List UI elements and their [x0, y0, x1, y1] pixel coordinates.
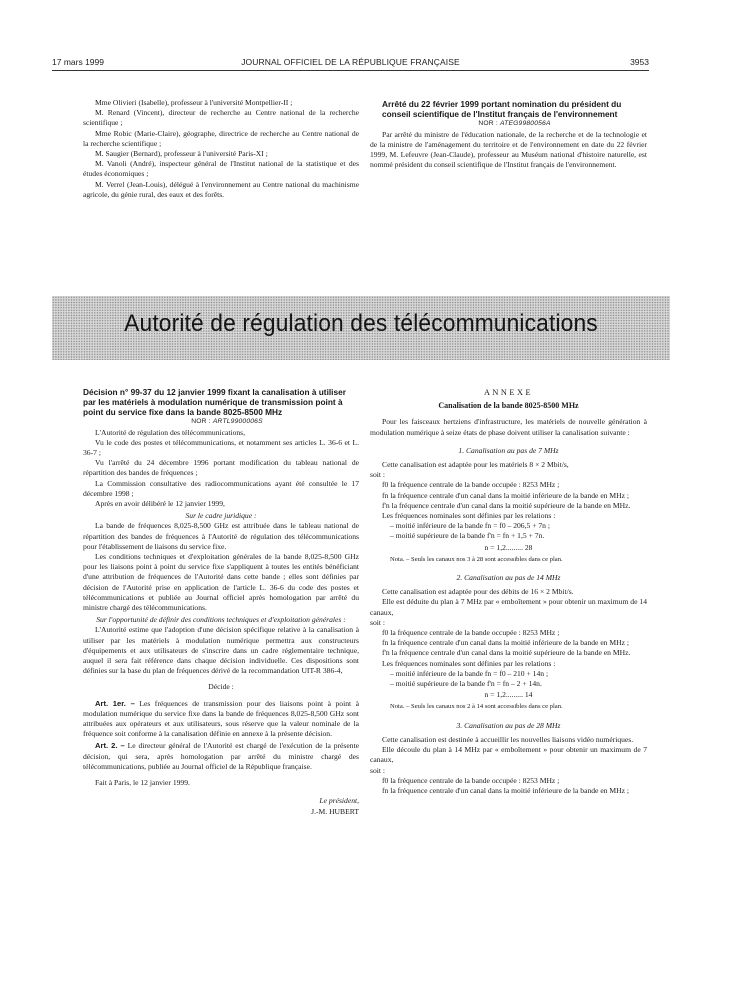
signature-title: Le président, — [319, 796, 359, 806]
page-header — [52, 57, 649, 71]
article-1-text: Les fréquences de transmission pour des liaisons point à point à modulation numérique du service fixe dans la bande de fréquences 8,025-8,500 GHz sont attribuées aux opérateurs et aux utilisateurs, sous réserve que la valeur nominale de la fréquence soit conforme à la canalisation définie en annexe à la présente décision. — [83, 698, 359, 739]
done-at: Fait à Paris, le 12 janvier 1999. — [95, 778, 190, 788]
formula-line: – moitié supérieure de la bande f'n = fn + 1,5 + 7n. — [390, 531, 545, 541]
annexe-line: Cette canalisation est destinée à accueillir les nouvelles liaisons vidéo numériques. — [382, 734, 634, 744]
banner-title: Autorité de régulation des télécommunications — [124, 310, 598, 337]
annexe-line: soit : — [370, 470, 385, 480]
annexe-line: Elle découle du plan à 14 MHz par « emboîtement » pour obtenir un maximum de 7 canaux, — [370, 745, 647, 765]
section-14mhz-title: 2. Canalisation au pas de 14 MHz — [456, 573, 561, 583]
member-item: M. Vanoli (André), inspecteur général de l'Institut national de la statistique et des études économiques ; — [83, 159, 359, 179]
members-list — [83, 98, 359, 200]
decision-intro-line: Après en avoir délibéré le 12 janvier 1999, — [95, 499, 225, 509]
decision-intro-line: Vu l'arrêté du 24 décembre 1996 portant modification du tableau national de répartition des bandes de fréquences ; — [83, 458, 359, 478]
header-page-number: 3953 — [630, 57, 649, 67]
nor-code: ATEG9980056A — [500, 120, 551, 128]
decide-heading: Décide : — [208, 682, 234, 692]
section-28mhz-title: 3. Canalisation au pas de 28 MHz — [456, 720, 561, 730]
decision-block — [83, 388, 359, 817]
member-item: Mme Olivieri (Isabelle), professeur à l'université Montpellier-II ; — [95, 98, 293, 107]
article-2 — [83, 741, 359, 772]
annexe-line: fn la fréquence centrale d'un canal dans la moitié inférieure de la bande en MHz ; — [382, 785, 629, 795]
arrete-body: Par arrêté du ministre de l'éducation nationale, de la recherche et de la technologie et de la ministre de l'aménagement du territoire et de l'environnement en date du 22 février 1999, M. Lefeuvre (Jean-Claude), professeur au Muséum national d'histoire naturelle, est nommé président du conseil scientifique de l'Institut français de l'environnement. — [370, 129, 647, 170]
annexe-line: f'n la fréquence centrale d'un canal dans la moitié supérieure de la bande en MHz. — [382, 500, 631, 510]
header-rule — [52, 70, 649, 71]
decision-intro-line: Vu le code des postes et télécommunications, et notamment ses articles L. 36-6 et L. 36-7 ; — [83, 437, 359, 457]
header-date: 17 mars 1999 — [52, 57, 104, 67]
decision-intro-line: La Commission consultative des radiocommunications ayant été consultée le 17 décembre 1998 ; — [83, 478, 359, 498]
annexe-line: Cette canalisation est adaptée pour les matériels 8 × 2 Mbit/s, — [382, 460, 569, 470]
decision-paragraph: Les conditions techniques et d'exploitation générales de la bande 8,025-8,500 GHz pour les liaisons point à point du service fixe s'appliquent à toutes les entités bénéficiant d'une attribution de fréquences de l'Autorité dans cette bande ; elles sont définies par décision de l'Autorité prise en application de l'article L. 36-6 du code des postes et télécommunications et publiée au Journal officiel après homologation par arrêté du ministre chargé des télécommunications. — [83, 552, 359, 613]
section-banner — [52, 296, 670, 360]
header-journal-title: JOURNAL OFFICIEL DE LA RÉPUBLIQUE FRANÇAISE — [241, 57, 460, 67]
article-1-label: Art. 1er. – — [95, 698, 135, 708]
annexe-line: f0 la fréquence centrale de la bande occupée : 8253 MHz ; — [382, 775, 560, 785]
nor-code: ARTL9900006S — [212, 418, 263, 426]
member-item: M. Saugier (Bernard), professeur à l'université Paris-XI ; — [95, 149, 268, 159]
nota-line: Nota. – Seuls les canaux nos 3 à 28 sont accessibles dans ce plan. — [390, 555, 563, 563]
decision-paragraph: La bande de fréquences 8,025-8,500 GHz est attribuée dans le tableau national de répartition des bandes de fréquences à l'Autorité de régulation des télécommunications pour l'établissement de liaisons du service fixe. — [83, 521, 359, 551]
formula-line: – moitié inférieure de la bande fn = f0 – 210 + 14n ; — [390, 668, 549, 678]
annexe-line: Cette canalisation est adaptée pour des débits de 16 × 2 Mbit/s. — [382, 587, 574, 597]
channel-range: n = 1,2......... 28 — [484, 542, 533, 552]
channel-range: n = 1,2......... 14 — [484, 690, 533, 700]
decision-nor — [83, 417, 359, 427]
annexe-subtitle: Canalisation de la bande 8025-8500 MHz — [438, 401, 579, 411]
decision-paragraph: L'Autorité estime que l'adoption d'une décision spécifique relative à la canalisation à utiliser par les matériels à modulation numérique permettra aux constructeurs d'équipements et aux utilisateurs de s'inscrire dans un cadre réglementaire technique, auquel il sera fait référence dans chaque décision individuelle. Ces dispositions sont définies sur la base du plan de fréquences dérivé de la recommandation UIT-R 386-4, — [83, 625, 359, 676]
arrete-nor — [370, 119, 647, 129]
signature-name: J.-M. HUBERT — [311, 806, 359, 816]
article-2-text: Le directeur général de l'Autorité est chargé de l'exécution de la présente décision, qui sera, après homologation par arrêté du ministre chargé des télécommunications, publiée au Journal officiel de la République française. — [83, 741, 359, 771]
nor-label: NOR : — [478, 120, 498, 128]
arrete-block — [370, 99, 647, 170]
annexe-line: fn la fréquence centrale d'un canal dans la moitié inférieure de la bande en MHz ; — [382, 490, 629, 500]
article-1 — [83, 699, 359, 740]
member-item: M. Verrel (Jean-Louis), délégué à l'environnement au Centre national du machinisme agricole, du génie rural, des eaux et des forêts. — [83, 179, 359, 199]
annexe-line: soit : — [370, 765, 385, 775]
annexe-line: Les fréquences nominales sont définies par les relations : — [382, 658, 556, 668]
annexe-label: ANNEXE — [483, 388, 534, 397]
annexe-line: f0 la fréquence centrale de la bande occupée : 8253 MHz ; — [382, 480, 560, 490]
decision-title: Décision n° 99-37 du 12 janvier 1999 fixant la canalisation à utiliser par les matériels à modulation numérique de transmission point à point du service fixe dans la bande 8025-8500 MHz — [83, 387, 346, 417]
annexe-line: f0 la fréquence centrale de la bande occupée : 8253 MHz ; — [382, 628, 560, 638]
article-2-label: Art. 2. – — [95, 741, 125, 751]
member-item: Mme Robic (Marie-Claire), géographe, directrice de recherche au Centre national de la recherche scientifique ; — [83, 128, 359, 148]
arrete-title: Arrêté du 22 février 1999 portant nomination du président du conseil scientifique de l'Institut français de l'environnement — [382, 99, 622, 120]
decision-intro-line: L'Autorité de régulation des télécommunications, — [95, 427, 246, 437]
nota-line: Nota. – Seuls les canaux nos 2 à 14 sont accessibles dans ce plan. — [390, 703, 563, 711]
annexe-line: Elle est déduite du plan à 7 MHz par « emboîtement » pour obtenir un maximum de 14 canaux, — [370, 597, 647, 617]
heading-cadre-juridique: Sur le cadre juridique : — [185, 511, 257, 521]
annexe-intro: Pour les faisceaux hertziens d'infrastructure, les matériels de nouvelle génération à modulation numérique à seize états de phase doivent utiliser la canalisation suivante : — [370, 417, 647, 437]
annexe-line: fn la fréquence centrale d'un canal dans la moitié inférieure de la bande en MHz ; — [382, 638, 629, 648]
heading-opportunite: Sur l'opportunité de définir des conditions techniques et d'exploitation générales : — [96, 615, 346, 625]
annexe-line: Les fréquences nominales sont définies par les relations : — [382, 511, 556, 521]
annexe-line: f'n la fréquence centrale d'un canal dans la moitié supérieure de la bande en MHz. — [382, 648, 631, 658]
formula-line: – moitié supérieure de la bande f'n = fn – 2 + 14n. — [390, 679, 542, 689]
member-item: M. Renard (Vincent), directeur de recherche au Centre national de la recherche scientifique ; — [83, 108, 359, 128]
section-7mhz-title: 1. Canalisation au pas de 7 MHz — [458, 445, 559, 455]
annexe-block — [370, 388, 647, 796]
annexe-line: soit : — [370, 617, 385, 627]
nor-label: NOR : — [191, 418, 211, 426]
formula-line: – moitié inférieure de la bande fn = f0 – 206,5 + 7n ; — [390, 521, 550, 531]
